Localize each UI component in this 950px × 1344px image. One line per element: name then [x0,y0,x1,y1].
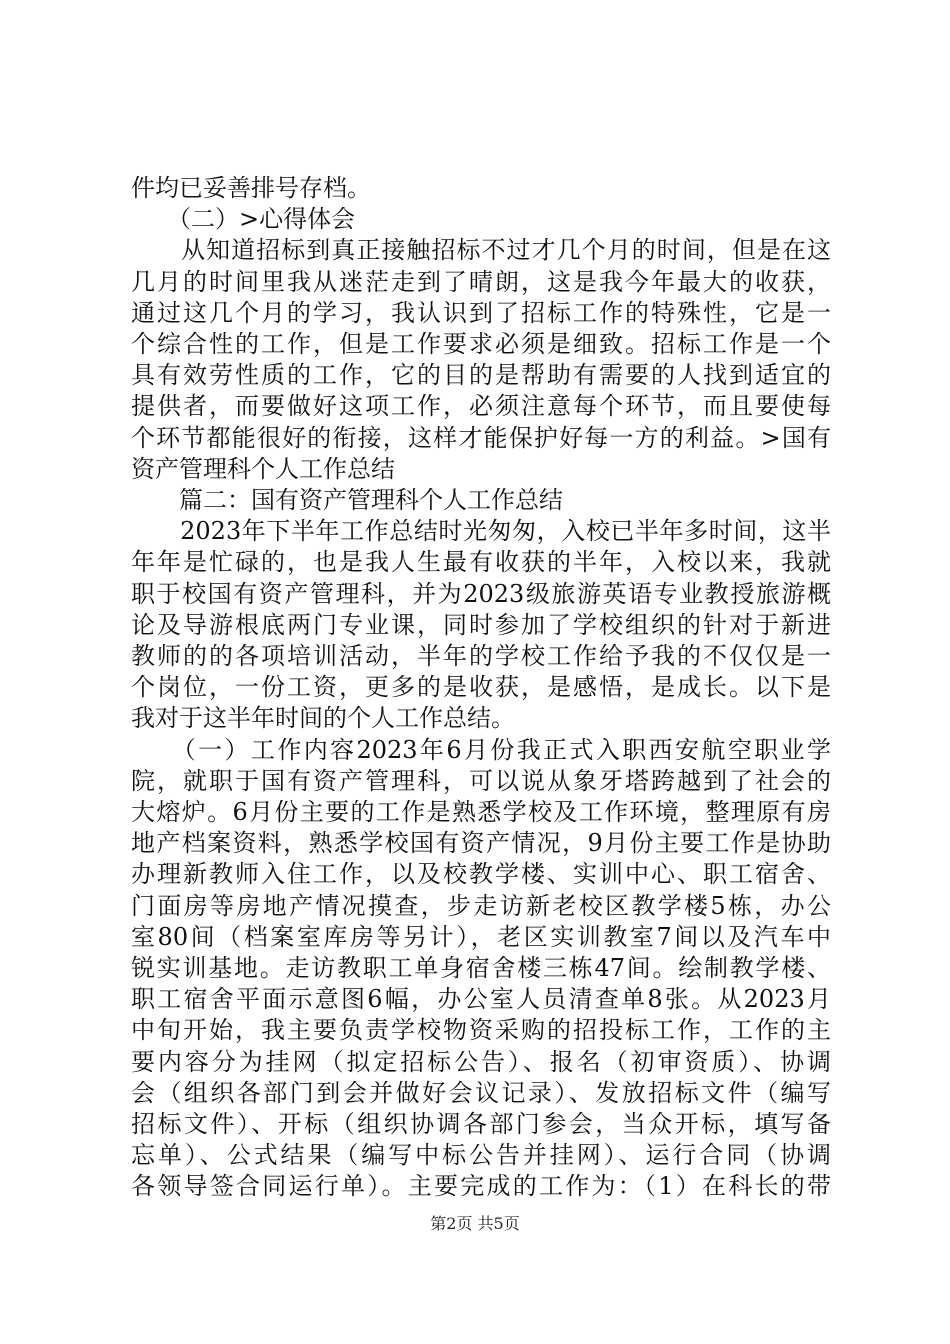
text-line: 通过这几个月的学习，我认识到了招标工作的特殊性，它是一 [131,298,831,327]
text-line: 我对于这半年时间的个人工作总结。 [131,704,515,733]
text-line: 几月的时间里我从迷茫走到了晴朗，这是我今年最大的收获， [131,267,831,296]
text-line: 室80间（档案室库房等另计），老区实训教室7间以及汽车中 [131,922,831,951]
text-line: （一）工作内容2023年6月份我正式入职西安航空职业学 [131,735,831,764]
text-line: 年年是忙碌的，也是我人生最有收获的半年，入校以来，我就 [131,548,831,577]
text-line: 忘单）、公式结果（编写中标公告并挂网）、运行合同（协调 [131,1141,831,1170]
text-line: 职工宿舍平面示意图6幅，办公室人员清查单8张。从2023月 [131,985,831,1014]
text-line: 资产管理科个人工作总结 [131,454,395,483]
text-line: 大熔炉。6月份主要的工作是熟悉学校及工作环境，整理原有房 [131,798,831,826]
text-line: 会（组织各部门到会并做好会议记录）、发放招标文件（编写 [131,1078,831,1107]
text-line: 个岗位，一份工资，更多的是收获，是感悟，是成长。以下是 [131,673,831,702]
text-line: 院，就职于国有资产管理科，可以说从象牙塔跨越到了社会的 [131,766,831,795]
text-line: 具有效劳性质的工作，它的目的是帮助有需要的人找到适宜的 [131,361,831,390]
section-heading: 篇二：国有资产管理科个人工作总结 [131,486,563,514]
text-line: 件均已妥善排号存档。 [131,174,371,202]
text-line: 论及导游根底两门专业课，同时参加了学校组织的针对于新进 [131,610,831,639]
text-line: 招标文件）、开标（组织协调各部门参会，当众开标，填写备 [131,1110,831,1138]
section-heading: （二）>心得体会 [131,205,356,234]
text-line: 中旬开始，我主要负责学校物资采购的招投标工作，工作的主 [131,1016,831,1045]
text-line: 提供者，而要做好这项工作，必须注意每个环节，而且要使每 [131,392,831,421]
text-line: 要内容分为挂网（拟定招标公告）、报名（初审资质）、协调 [131,1047,831,1076]
text-line: 从知道招标到真正接触招标不过才几个月的时间，但是在这 [131,236,831,265]
text-line: 各领导签合同运行单）。主要完成的工作为：（1）在科长的带 [131,1172,831,1201]
text-line: 办理新教师入住工作，以及校教学楼、实训中心、职工宿舍、 [131,860,831,889]
text-line: 教师的的各项培训活动，半年的学校工作给予我的不仅仅是一 [131,642,831,670]
page-number-footer: 第2页 共5页 [430,1214,520,1233]
text-line: 职于校国有资产管理科，并为2023级旅游英语专业教授旅游概 [131,579,831,608]
text-line: 门面房等房地产情况摸查，步走访新老校区教学楼5栋，办公 [131,891,831,920]
text-line: 个综合性的工作，但是工作要求必须是细致。招标工作是一个 [131,330,831,358]
text-line: 地产档案资料，熟悉学校国有资产情况，9月份主要工作是协助 [131,829,831,858]
text-line: 锐实训基地。走访教职工单身宿舍楼三栋47间。绘制教学楼、 [131,954,831,982]
text-line: 2023年下半年工作总结时光匆匆，入校已半年多时间，这半 [131,517,831,546]
text-line: 个环节都能很好的衔接，这样才能保护好每一方的利益。>国有 [131,423,831,452]
